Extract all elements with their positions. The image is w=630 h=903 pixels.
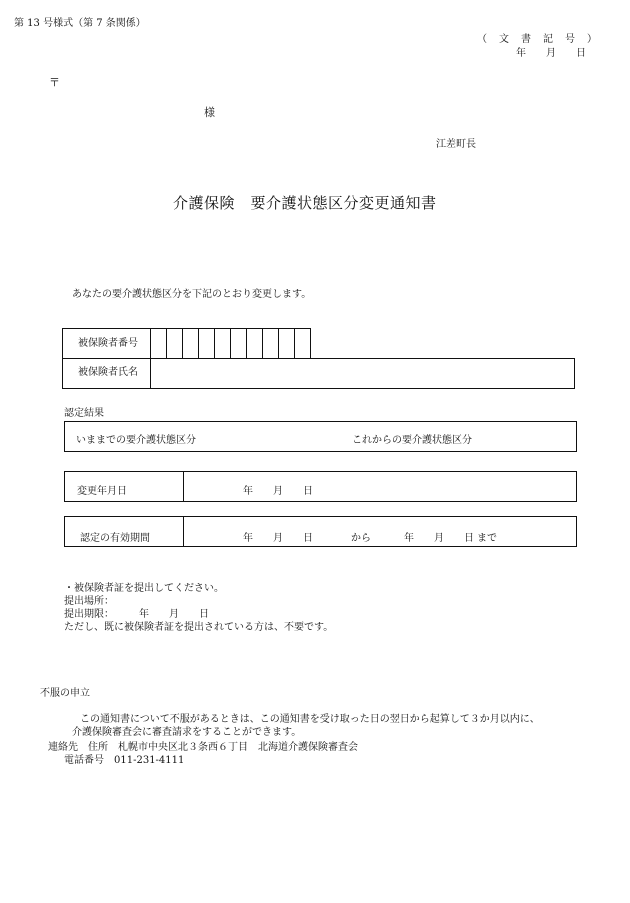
change-date-divider — [183, 471, 184, 502]
validity-from-text: から — [351, 533, 371, 544]
change-date-value: 年 月 日 — [243, 486, 313, 497]
name-divider — [150, 358, 151, 389]
digit-box-divider — [198, 328, 199, 359]
form-number: 第 13 号様式（第 7 条関係） — [14, 18, 146, 29]
recipient-suffix: 様 — [204, 106, 215, 119]
new-care-level-label: これからの要介護状態区分 — [352, 435, 472, 446]
digit-box-divider — [262, 328, 263, 359]
change-date-box — [64, 471, 577, 502]
note-submit-place: 提出場所： — [64, 596, 114, 607]
appeal-body-line2: 介護保険審査会に審査請求をすることができます。 — [72, 727, 302, 738]
digit-box-divider — [294, 328, 295, 359]
validity-start-date: 年 月 日 — [243, 533, 313, 544]
certification-heading: 認定結果 — [64, 408, 104, 419]
note-submit-deadline: 提出期限： 年 月 日 — [64, 609, 209, 620]
digit-box-divider — [150, 328, 151, 359]
intro-text: あなたの要介護状態区分を下記のとおり変更します。 — [72, 289, 312, 300]
previous-care-level-label: いままでの要介護状態区分 — [76, 435, 196, 446]
appeal-heading: 不服の申立 — [40, 688, 90, 699]
validity-until-text: まで — [477, 533, 497, 544]
issue-date: 年 月 日 — [516, 48, 586, 59]
validity-divider — [183, 516, 184, 547]
insured-name-row — [62, 358, 575, 389]
appeal-contact: 連絡先 住所 札幌市中央区北３条西６丁目 北海道介護保険審査会 — [48, 742, 358, 753]
appeal-phone: 電話番号 011-231-4111 — [64, 755, 185, 766]
digit-box-divider — [214, 328, 215, 359]
insured-name-label: 被保険者氏名 — [78, 367, 138, 378]
appeal-body-line1: この通知書について不服があるときは、この通知書を受け取った日の翌日から起算して３か月以内に、 — [80, 714, 540, 725]
digit-box-divider — [230, 328, 231, 359]
validity-label: 認定の有効期間 — [80, 533, 150, 544]
digit-box-divider — [246, 328, 247, 359]
digit-box-divider — [166, 328, 167, 359]
document-title: 介護保険 要介護状態区分変更通知書 — [173, 194, 437, 212]
issuer-name: 江差町長 — [436, 139, 476, 150]
note-exemption: ただし、既に被保険者証を提出されている方は、不要です。 — [64, 622, 334, 633]
postal-mark: 〒 — [49, 76, 60, 89]
digit-box-divider — [182, 328, 183, 359]
validity-end-date: 年 月 日 — [404, 533, 474, 544]
document-number: （ 文 書 記 号 ） — [477, 34, 598, 45]
change-date-label: 変更年月日 — [77, 486, 127, 497]
note-submit-card: ・被保険者証を提出してください。 — [64, 583, 224, 594]
insured-number-label: 被保険者番号 — [78, 338, 138, 349]
digit-box-divider — [278, 328, 279, 359]
